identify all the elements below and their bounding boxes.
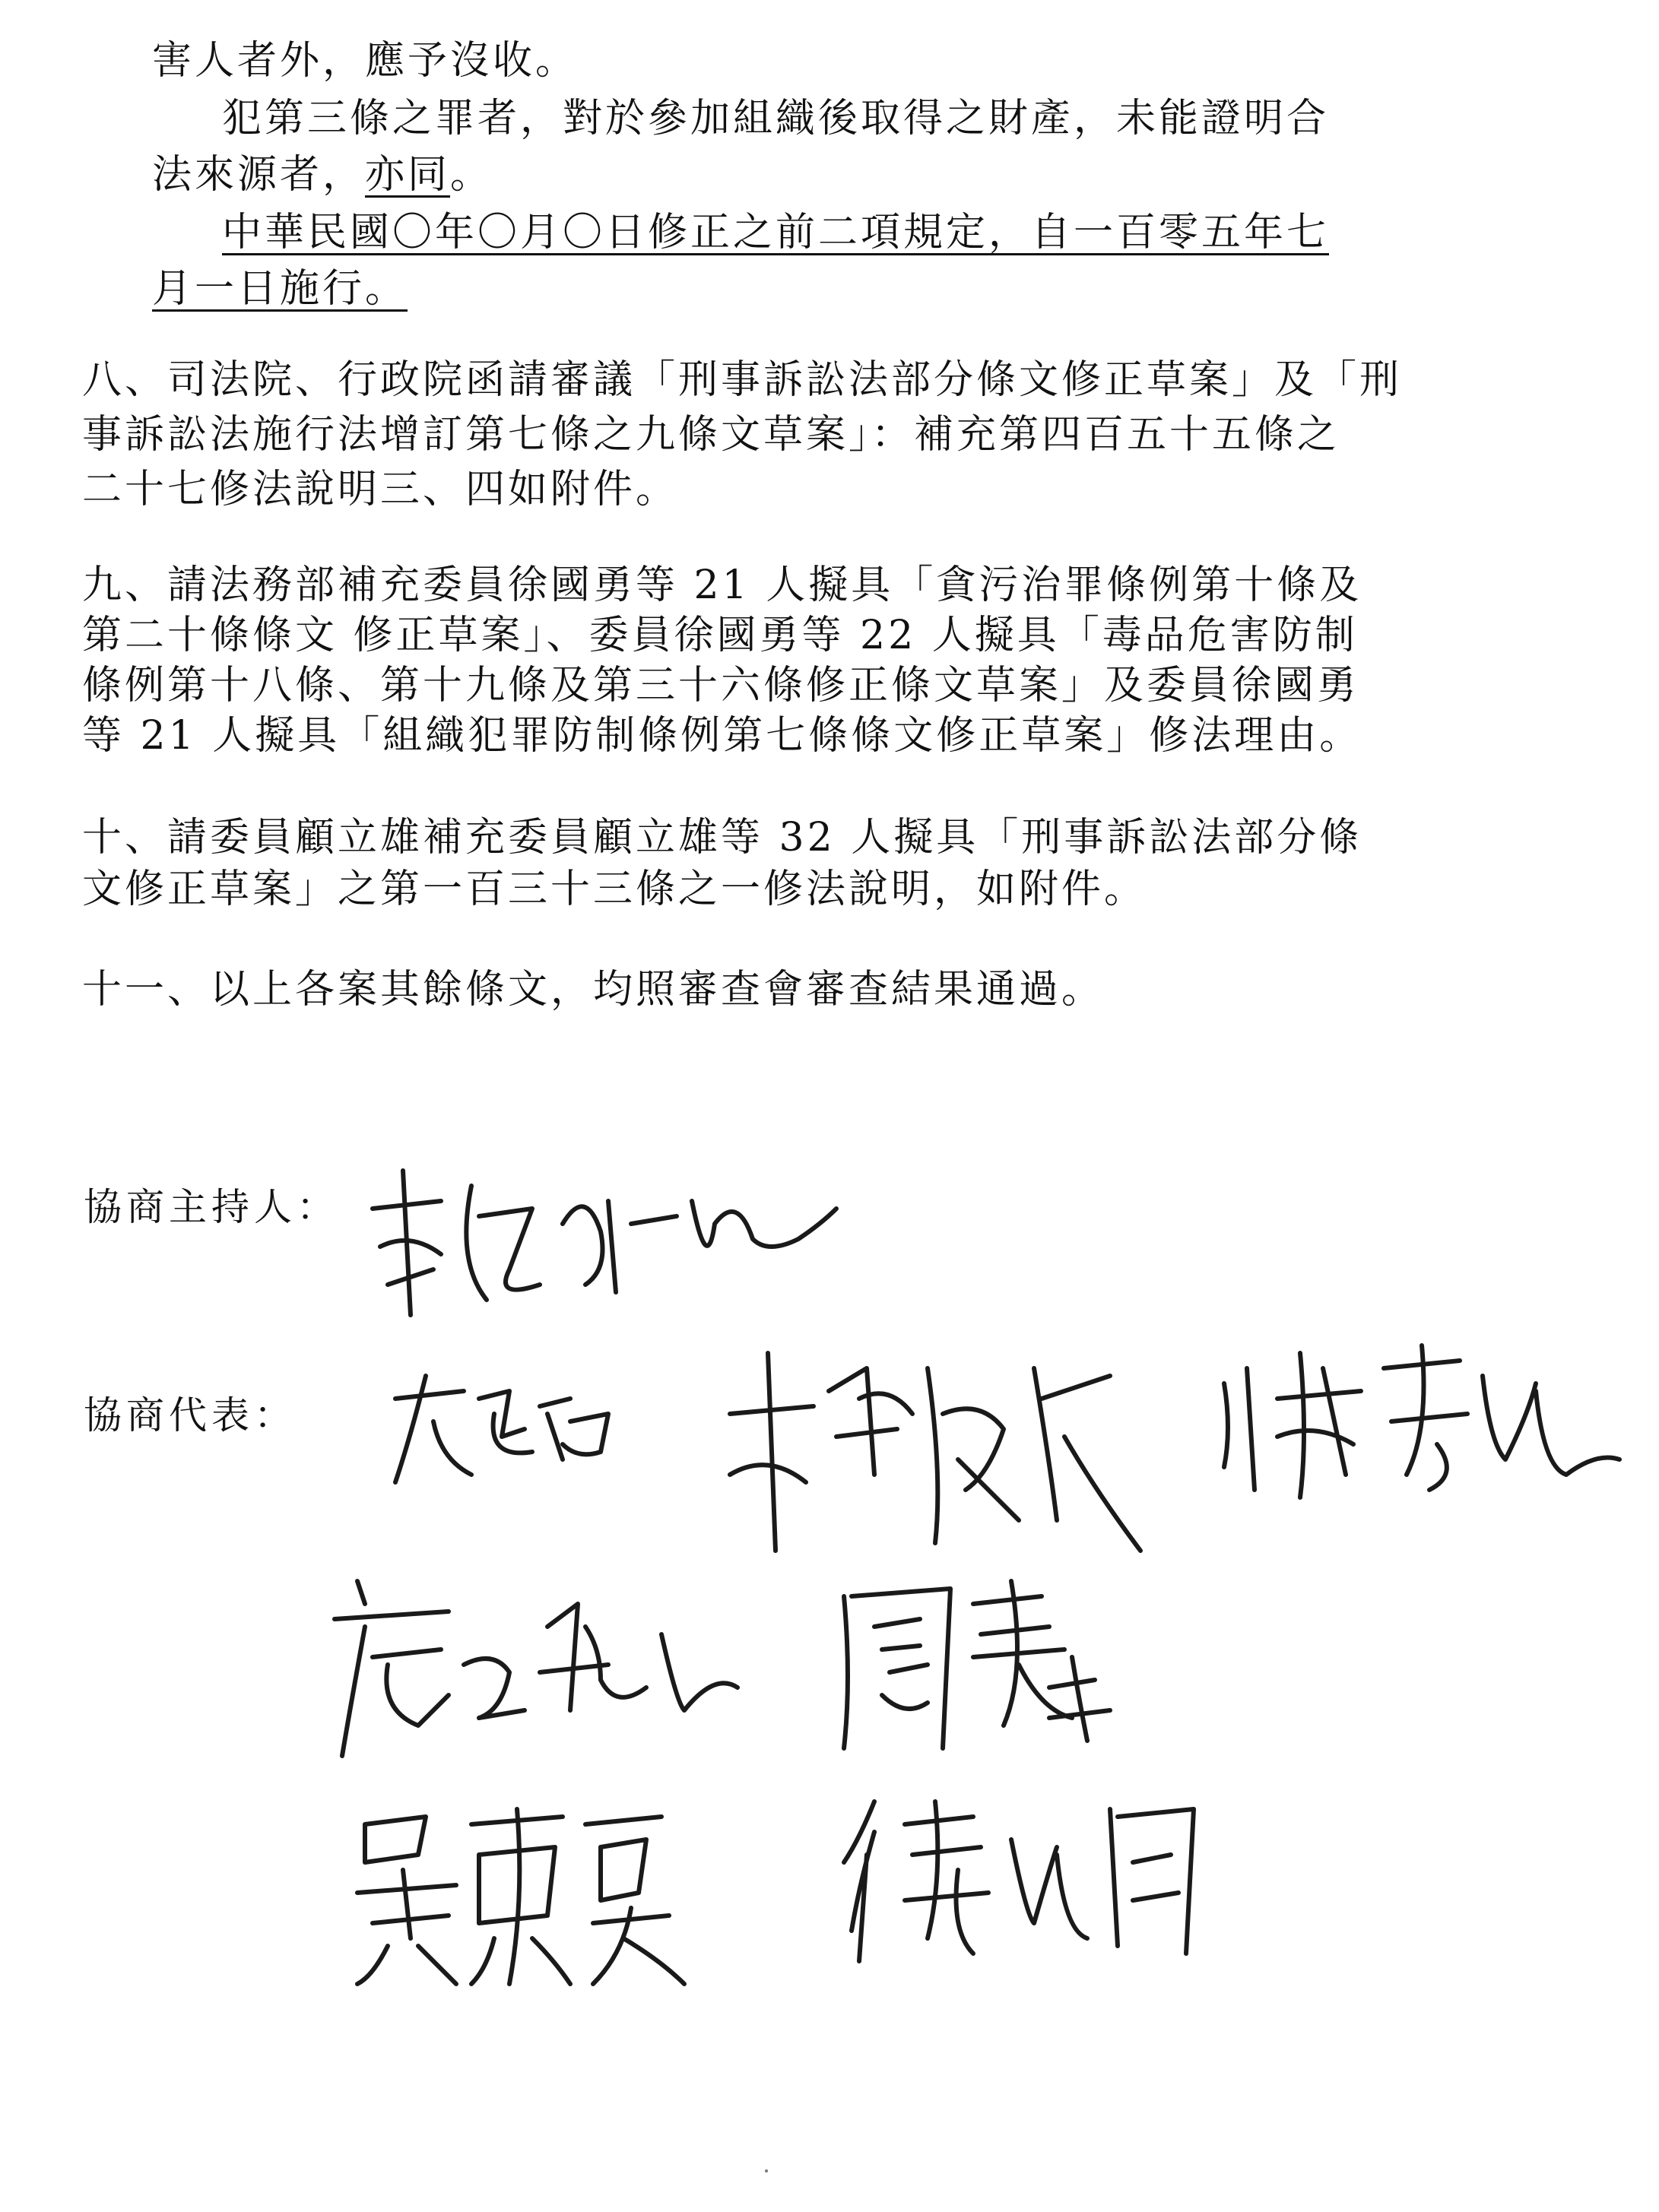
continuation-line-3-lead: 法來源者， (152, 152, 366, 198)
item-8-line-1: 八、司法院、行政院函請審議「刑事訴訟法部分條文修正草案」及「刑 (82, 357, 1403, 403)
item-9-line-1: 九、請法務部補充委員徐國勇等 21 人擬具「貪污治罪條例第十條及 (82, 563, 1362, 608)
continuation-line-3-end: 。 (450, 152, 493, 198)
representative-signature-6 (342, 1802, 699, 1992)
amended-text-underlined: 亦同 (365, 152, 451, 198)
scan-speck (765, 2169, 768, 2172)
representative-signature-3 (1209, 1323, 1635, 1513)
representative-signature-7 (829, 1779, 1224, 1969)
chair-signature (357, 1155, 844, 1330)
item-9-line-3: 條例第十八條、第十九條及第三十六條修正條文草案」及委員徐國勇 (82, 663, 1360, 708)
representatives-label: 協商代表： (84, 1393, 297, 1437)
item-10-line-2: 文修正草案」之第一百三十三條之一修法說明，如附件。 (82, 867, 1147, 912)
item-10-line-1: 十、請委員顧立雄補充委員顧立雄等 32 人擬具「刑事訴訟法部分條 (82, 815, 1362, 860)
representative-signature-4 (327, 1558, 753, 1764)
item-8-line-3: 二十七修法說明三、四如附件。 (82, 467, 679, 512)
item-8-line-2: 事訴訟法施行法增訂第七條之九條文草案」：補充第四百五十五條之 (82, 412, 1340, 458)
continuation-line-5: 月一日施行。 (152, 266, 408, 312)
continuation-line-3 (152, 151, 493, 199)
item-9-line-2: 第二十條條文 修正草案」、委員徐國勇等 22 人擬具「毒品危害防制 (82, 613, 1358, 658)
continuation-line-2: 犯第三條之罪者，對於參加組織後取得之財產，未能證明合 (222, 96, 1330, 141)
chair-label: 協商主持人： (84, 1185, 339, 1229)
item-9-line-4: 等 21 人擬具「組織犯罪防制條例第七條條文修正草案」修法理由。 (82, 713, 1362, 759)
item-11-line-1: 十一、以上各案其餘條文，均照審查會審查結果通過。 (82, 967, 1105, 1013)
continuation-line-4: 中華民國〇年〇月〇日修正之前二項規定，自一百零五年七 (222, 210, 1330, 255)
representative-signature-1 (380, 1368, 631, 1490)
representative-signature-2 (715, 1323, 1156, 1573)
continuation-line-1: 害人者外，應予沒收。 (152, 38, 579, 84)
representative-signature-5 (821, 1566, 1140, 1756)
